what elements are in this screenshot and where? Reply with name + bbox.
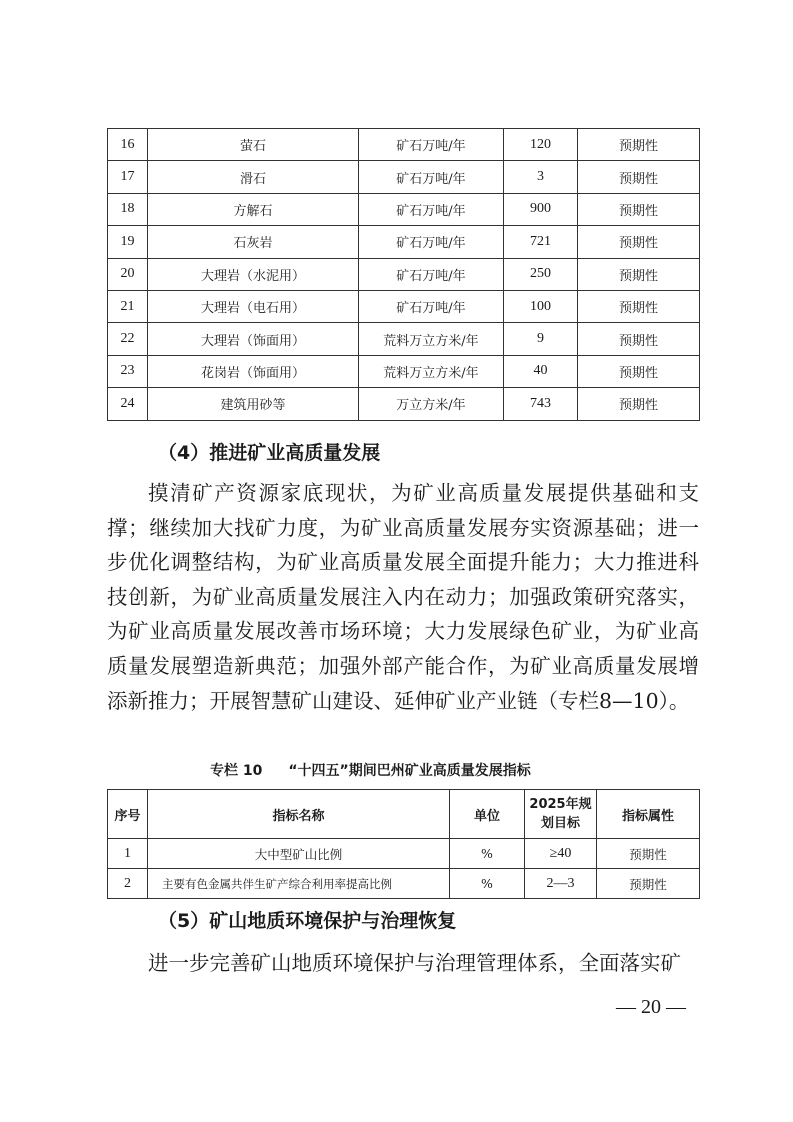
cell-no: 22 — [108, 323, 148, 355]
table-row — [108, 129, 700, 161]
table-row — [108, 290, 700, 322]
cell-name: 大理岩（水泥用） — [148, 258, 359, 290]
cell-attr: 预期性 — [578, 161, 700, 193]
cell-no: 19 — [108, 226, 148, 258]
cell-target: 721 — [504, 226, 578, 258]
indicator-table-header — [108, 790, 700, 839]
cell-attr: 预期性 — [578, 129, 700, 161]
cell-target: 100 — [504, 290, 578, 322]
cell-no: 23 — [108, 355, 148, 387]
cell-unit: % — [450, 869, 525, 899]
cell-no: 18 — [108, 193, 148, 225]
cell-target: 743 — [504, 388, 578, 420]
cell-name: 大理岩（电石用） — [148, 290, 359, 322]
header-unit: 单位 — [450, 790, 525, 839]
cell-unit: 矿石万吨/年 — [359, 129, 504, 161]
table-row — [108, 839, 700, 869]
header-no: 序号 — [108, 790, 148, 839]
section-5-heading: （5）矿山地质环境保护与治理恢复 — [158, 910, 457, 932]
cell-target: 40 — [504, 355, 578, 387]
cell-target: 9 — [504, 323, 578, 355]
header-target-line2: 划目标 — [540, 816, 580, 831]
table-row — [108, 869, 700, 899]
table-row — [108, 226, 700, 258]
cell-no: 17 — [108, 161, 148, 193]
cell-target: 120 — [504, 129, 578, 161]
cell-name: 主要有色金属共伴生矿产综合利用率提高比例 — [148, 869, 450, 899]
cell-target: 900 — [504, 193, 578, 225]
table-row — [108, 193, 700, 225]
section-4-paragraph: 摸清矿产资源家底现状，为矿业高质量发展提供基础和支撑；继续加大找矿力度，为矿业高质量发展夯实资源基础；进一步优化调整结构，为矿业高质量发展全面提升能力；大力推进科技创新，为矿业高质量发展注入内在动力；加强政策研究落实，为矿业高质量发展改善市场环境；大力发展绿色矿业，为矿业高质量发展塑造新典范；加强外部产能合作，为矿业高质量发展增添新推力；开展智慧矿山建设、延伸矿业产业链（专栏8—10）。 — [107, 481, 699, 713]
table-row — [108, 323, 700, 355]
section-5-paragraph: 进一步完善矿山地质环境保护与治理管理体系，全面落实矿 — [148, 951, 681, 975]
cell-attr: 预期性 — [578, 290, 700, 322]
cell-attr: 预期性 — [578, 226, 700, 258]
cell-name: 大中型矿山比例 — [148, 839, 450, 869]
indicator-table-body — [108, 839, 700, 899]
cell-attr: 预期性 — [578, 258, 700, 290]
cell-no: 16 — [108, 129, 148, 161]
cell-unit: 矿石万吨/年 — [359, 193, 504, 225]
cell-unit: 矿石万吨/年 — [359, 290, 504, 322]
cell-name: 石灰岩 — [148, 226, 359, 258]
cell-unit: 荒料万立方米/年 — [359, 323, 504, 355]
cell-attr: 预期性 — [597, 839, 700, 869]
cell-unit: 荒料万立方米/年 — [359, 355, 504, 387]
cell-target: ≥40 — [525, 839, 597, 869]
header-target — [525, 790, 597, 839]
cell-attr: 预期性 — [578, 388, 700, 420]
cell-no: 24 — [108, 388, 148, 420]
cell-attr: 预期性 — [578, 355, 700, 387]
cell-unit: % — [450, 839, 525, 869]
column-10-caption — [210, 760, 531, 780]
cell-no: 20 — [108, 258, 148, 290]
cell-name: 方解石 — [148, 193, 359, 225]
cell-no: 2 — [108, 869, 148, 899]
cell-attr: 预期性 — [578, 323, 700, 355]
cell-unit: 矿石万吨/年 — [359, 161, 504, 193]
cell-name: 滑石 — [148, 161, 359, 193]
header-target-line1: 2025年规 — [529, 797, 592, 812]
table-row — [108, 258, 700, 290]
page-number: — 20 — — [616, 996, 686, 1018]
cell-unit: 矿石万吨/年 — [359, 258, 504, 290]
column-10-label: 专栏 10 — [210, 763, 263, 779]
cell-name: 萤石 — [148, 129, 359, 161]
table-row — [108, 388, 700, 420]
section-4-heading: （4）推进矿业高质量发展 — [158, 442, 381, 464]
cell-name: 大理岩（饰面用） — [148, 323, 359, 355]
cell-attr: 预期性 — [578, 193, 700, 225]
cell-unit: 矿石万吨/年 — [359, 226, 504, 258]
cell-no: 21 — [108, 290, 148, 322]
cell-name: 建筑用砂等 — [148, 388, 359, 420]
cell-unit: 万立方米/年 — [359, 388, 504, 420]
mineral-output-table-body — [108, 129, 700, 421]
cell-name: 花岗岩（饰面用） — [148, 355, 359, 387]
header-name: 指标名称 — [148, 790, 450, 839]
cell-target: 3 — [504, 161, 578, 193]
cell-attr: 预期性 — [597, 869, 700, 899]
mineral-output-table — [107, 128, 700, 421]
cell-target: 2—3 — [525, 869, 597, 899]
column-10-title: “十四五”期间巴州矿业高质量发展指标 — [288, 763, 531, 779]
table-row — [108, 355, 700, 387]
cell-target: 250 — [504, 258, 578, 290]
cell-no: 1 — [108, 839, 148, 869]
indicator-table — [107, 789, 700, 899]
header-attr: 指标属性 — [597, 790, 700, 839]
table-row — [108, 161, 700, 193]
